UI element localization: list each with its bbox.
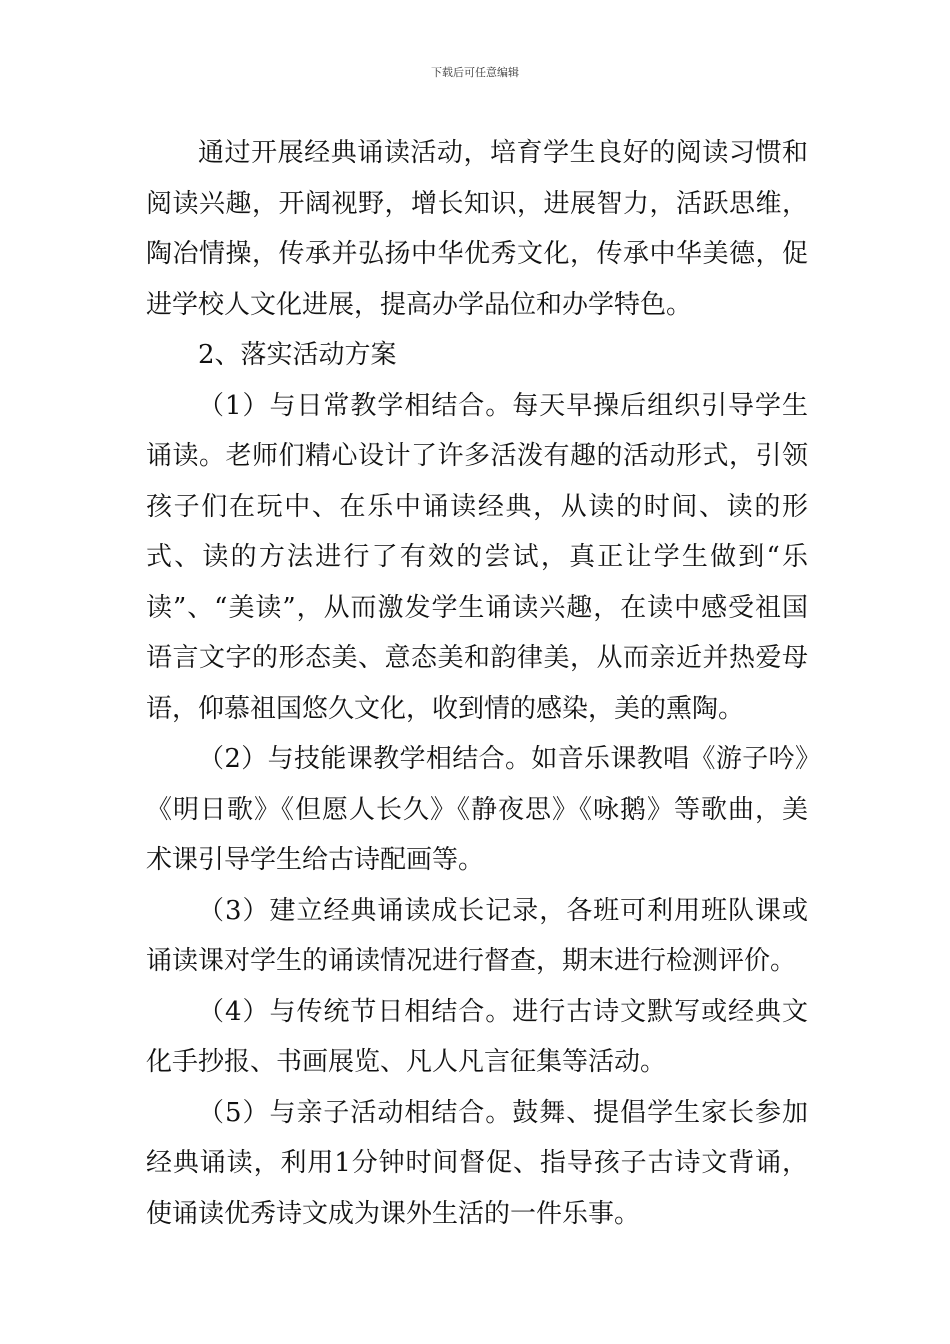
paragraph-item-3: （3）建立经典诵读成长记录，各班可利用班队课或诵读课对学生的诵读情况进行督查，期末进行检测评价。	[146, 895, 808, 976]
page-header: 下载后可任意编辑	[431, 66, 519, 79]
section-heading: 2、落实活动方案	[198, 340, 397, 370]
paragraph-item-4: （4）与传统节日相结合。进行古诗文默写或经典文化手抄报、书画展览、凡人凡言征集等活动。	[146, 996, 808, 1077]
paragraph-item-1: （1）与日常教学相结合。每天早操后组织引导学生诵读。老师们精心设计了许多活泼有趣的活动形式，引领孩子们在玩中、在乐中诵读经典，从读的时间、读的形式、读的方法进行了有效的尝试，真正让学生做到“乐读”、“美读”，从而激发学生诵读兴趣，在读中感受祖国语言文字的形态美、意态美和韵律美，从而亲近并热爱母语，仰慕祖国悠久文化，收到情的感染，美的熏陶。	[146, 390, 808, 724]
paragraph-item-5: （5）与亲子活动相结合。鼓舞、提倡学生家长参加经典诵读，利用1分钟时间督促、指导孩子古诗文背诵，使诵读优秀诗文成为课外生活的一件乐事。	[146, 1097, 808, 1229]
paragraph-goal: 通过开展经典诵读活动，培育学生良好的阅读习惯和阅读兴趣，开阔视野，增长知识，进展智力，活跃思维，陶冶情操，传承并弘扬中华优秀文化，传承中华美德，促进学校人文化进展，提高办学品位和办学特色。	[146, 138, 808, 320]
paragraph-item-2: （2）与技能课教学相结合。如音乐课教唱《游子吟》《明日歌》《但愿人长久》《静夜思》《咏鹅》等歌曲，美术课引导学生给古诗配画等。	[146, 744, 808, 875]
document-body	[146, 128, 808, 1239]
